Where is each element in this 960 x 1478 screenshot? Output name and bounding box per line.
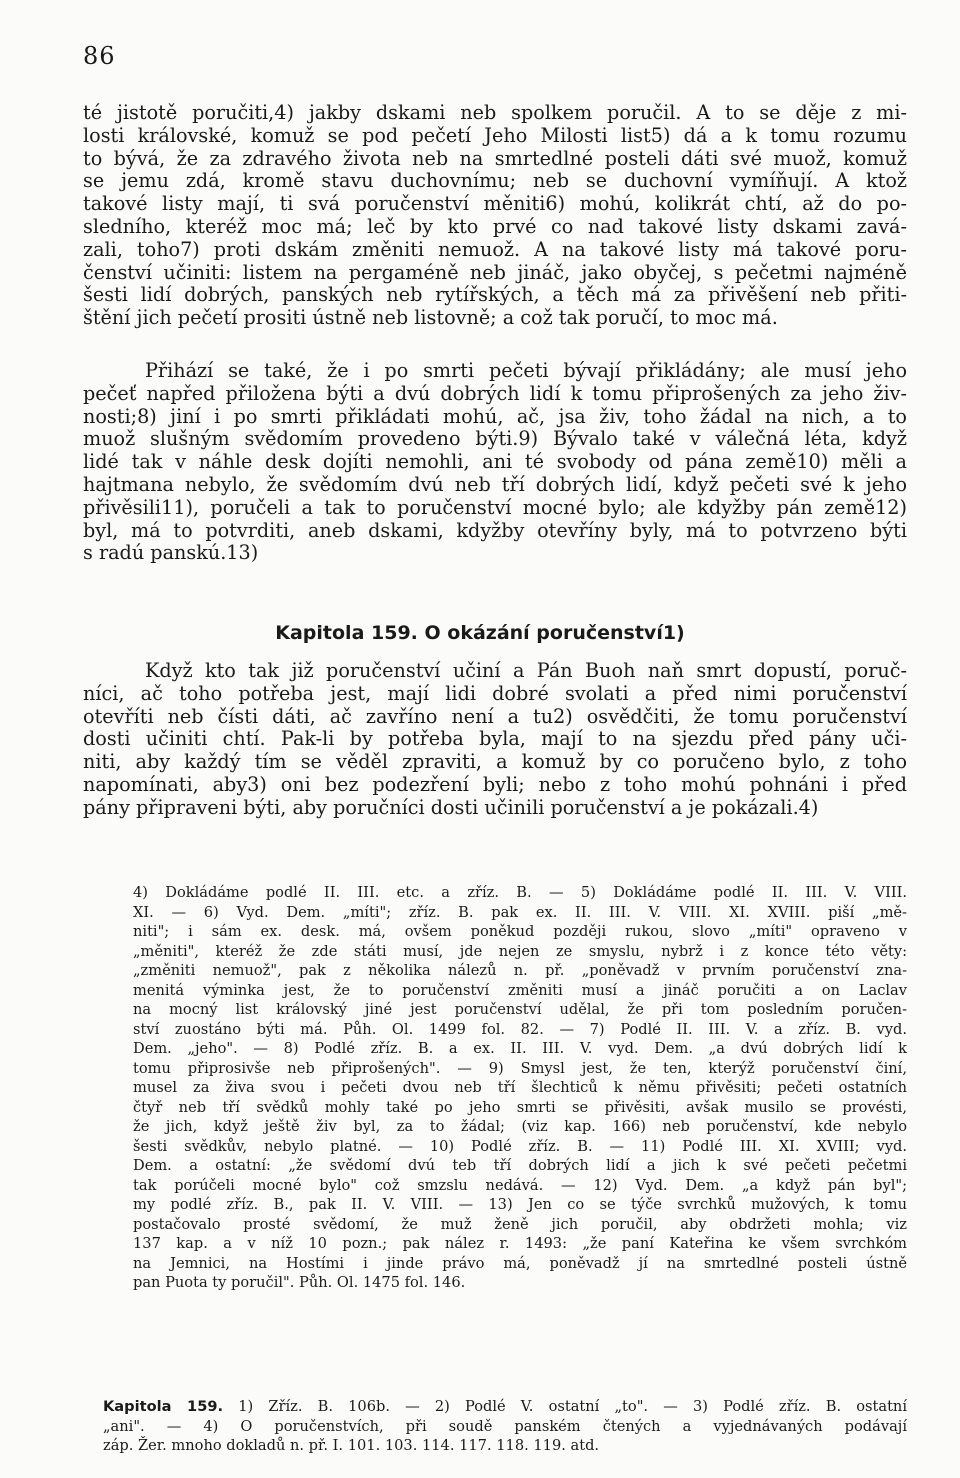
page-number: 86 (83, 42, 116, 70)
text-line: nosti;8) jiní i po smrti přikládati mohú, ač, jsa živ, toho žádal na nich, a to (83, 404, 907, 428)
paragraph-3 (83, 660, 907, 820)
chapter-notes (103, 1397, 907, 1456)
text-line: Když kto tak již poručenství učiní a Pán Buoh naň smrt dopustí, poruč- (145, 659, 907, 682)
text-line: se jemu zdá, kromě stavu duchovnímu; neb se duchovní vymíňují. A ktož (83, 169, 907, 193)
text-line: čtyř neb tří svědků mohly také po jeho smrti se přivěsiti, avšak musilo se provésti, (133, 1098, 907, 1116)
text-line: tomu připrosivše neb připrošených". — 9) Smysl jest, že ten, kterýž poručenství činí, (133, 1059, 907, 1077)
text-line: takové listy mají, ti svá poručenství měniti6) mohú, kolikrát chtí, až do po- (83, 192, 907, 216)
text-line: niti"; i sám ex. desk. má, ovšem poněkud později rukou, slovo „míti" opraveno v (133, 923, 907, 940)
text-line: 137 kap. a v níž 10 pozn.; pak nález r. 1493: „že paní Kateřina ke všem svrchkóm (133, 1235, 907, 1252)
text-line: pečeť napřed přiložena býti a dvú dobrých lidí k tomu připrošených za jeho živ- (83, 381, 907, 405)
text-line: Dem. a ostatní: „že svědomí dvú teb tří dobrých lidí a jich k své pečeti pečetmi (133, 1157, 907, 1174)
text-line: lidé tak v náhle desk dojíti nemohli, ani té svobody od pána země10) měli a (83, 450, 907, 474)
text-line: XI. — 6) Vyd. Dem. „míti"; zříz. B. pak ex. II. III. V. VIII. XI. XVIII. piší „mě- (133, 903, 907, 921)
text-line: tak porúčeli mocné bylo" což smzslu nedává. — 12) Vyd. Dem. „a když pán byl"; (133, 1176, 907, 1194)
text-line: té jistotě poručiti,4) jakby dskami neb spolkem poručil. A to se děje z mi- (83, 101, 907, 124)
chapter-notes-line: záp. Žer. mnoho dokladů n. př. I. 101. 103. 114. 117. 118. 119. atd. (103, 1437, 600, 1454)
text-line: to bývá, že za zdravého života neb na smrtedlné posteli dáti své muož, komuž (83, 146, 907, 170)
text-line: my podlé zříz. B., pak II. V. VIII. — 13) Jen co se týče svrchků mužových, k tomu (133, 1196, 907, 1213)
paragraph-2 (83, 360, 907, 565)
text-line: „měniti", kteréž že zde státi musí, jde nejen ze smyslu, nybrž i z konce této věty: (133, 942, 907, 960)
text-line: pan Puota ty poručil". Půh. Ol. 1475 fol. 146. (133, 1274, 466, 1291)
chapter-notes-label: Kapitola 159. (103, 1398, 224, 1415)
footnotes (133, 883, 907, 1293)
chapter-heading: Kapitola 159. O okázání poručenství1) (275, 622, 685, 644)
text-line: byl, má to potvrditi, aneb dskami, kdyžby otevříny byly, má to potvrzeno býti (83, 518, 907, 542)
paragraph-1 (83, 102, 907, 330)
text-line: „změniti nemuož", pak z několika nálezů n. př. „poněvadž v prvním poručenství zna- (133, 962, 907, 979)
chapter-notes-line: „ani". — 4) O poručenstvích, při soudě panském čtených a vyjednávaných podávají (103, 1417, 907, 1435)
text-line: ství zuostáno býti má. Půh. Ol. 1499 fol. 82. — 7) Podlé II. III. V. a zříz. B. vyd. (133, 1020, 907, 1038)
text-line: štění jich pečetí prositi ústně neb listovně; a což tak poručí, to moc má. (83, 306, 778, 330)
text-line: přivěsili11), poručeli a tak to poručenství mocné bylo; ale kdyžby pán země12) (83, 495, 907, 519)
text-line: muož slušným svědomím provedeno býti.9) Bývalo také v válečná léta, když (83, 427, 907, 451)
text-line: s radú panskú.13) (83, 541, 259, 565)
text-line: šesti lidí dobrých, panských neb rytířských, a těch má za přivěšení neb přiti- (83, 283, 907, 307)
text-line: losti královské, komuž se pod pečetí Jeho Milosti list5) dá a k tomu rozumu (83, 123, 907, 147)
text-line: otevříti neb čísti dáti, ač zavříno není a tu2) osvědčiti, že tomu poručenství (83, 704, 907, 728)
text-line: 4) Dokládáme podlé II. III. etc. a zříz. B. — 5) Dokládáme podlé II. III. V. VIII. (133, 884, 907, 901)
chapter-notes-line: Kapitola 159. 1) Zříz. B. 106b. — 2) Podlé V. ostatní „to". — 3) Podlé zříz. B. ostatní (103, 1398, 908, 1415)
text-line: pány připraveni býti, aby poručníci dosti učinili poručenství a je pokázali.4) (83, 795, 819, 819)
text-line: menitá výminka jest, že to poručenství změniti musí a jináč poručiti a on Laclav (133, 981, 907, 999)
text-line: na Jemnici, na Hostími i jinde právo má, poněvadž jí na smrtedlné posteli ústně (133, 1254, 907, 1272)
text-line: níci, ač toho potřeba jest, mají lidi dobré svolati a před nimi poručenství (83, 681, 907, 705)
text-line: sledního, kteréž moc má; leč by kto prvé co nad takové listy dskami zavá- (83, 214, 907, 238)
text-line: že jich, když ještě živ byl, za to žádal; (viz kap. 166) neb poručenství, kde nebylo (133, 1118, 907, 1135)
text-line: zali, toho7) proti dskám změniti nemuož. A na takové listy má takové poru- (83, 237, 907, 261)
text-line: niti, aby každý tím se věděl zpraviti, a komuž by co poručeno bylo, z toho (83, 750, 907, 774)
text-line: Dem. „jeho". — 8) Podlé zříz. B. a ex. II. III. V. vyd. Dem. „a dvú dobrých lidí k (133, 1040, 907, 1057)
text-line: napomínati, aby3) oni bez podezření byli; nebo z toho mohú pohnáni i před (83, 772, 907, 796)
text-line: čenství učiniti: listem na pergaméně neb jináč, jako obyčej, s pečetmi najméně (83, 260, 907, 284)
text-line: Přihází se také, že i po smrti pečeti bývají přikládány; ale musí jeho (145, 359, 907, 382)
text-line: postačovalo prosté svědomí, že muž ženě jich poručil, aby obdržeti mohla; viz (133, 1215, 907, 1233)
text-line: musel za živa svou i pečeti dvou neb tří šlechticů k němu přivěsiti; pečeti ostatních (133, 1079, 907, 1096)
text-line: šesti svědkův, nebylo platné. — 10) Podlé zříz. B. — 11) Podlé III. XI. XVIII; vyd. (133, 1137, 907, 1155)
text-line: hajtmana nebylo, že svědomím dvú neb tří dobrých lidí, když pečeti své k jeho (83, 472, 907, 496)
text-line: dosti učiniti chtí. Pak-li by potřeba byla, mají to na sjezdu před pány uči- (83, 727, 907, 751)
text-line: na mocný list královský jiné jest poručenství udělal, že při tom posledním poručen- (133, 1001, 907, 1018)
